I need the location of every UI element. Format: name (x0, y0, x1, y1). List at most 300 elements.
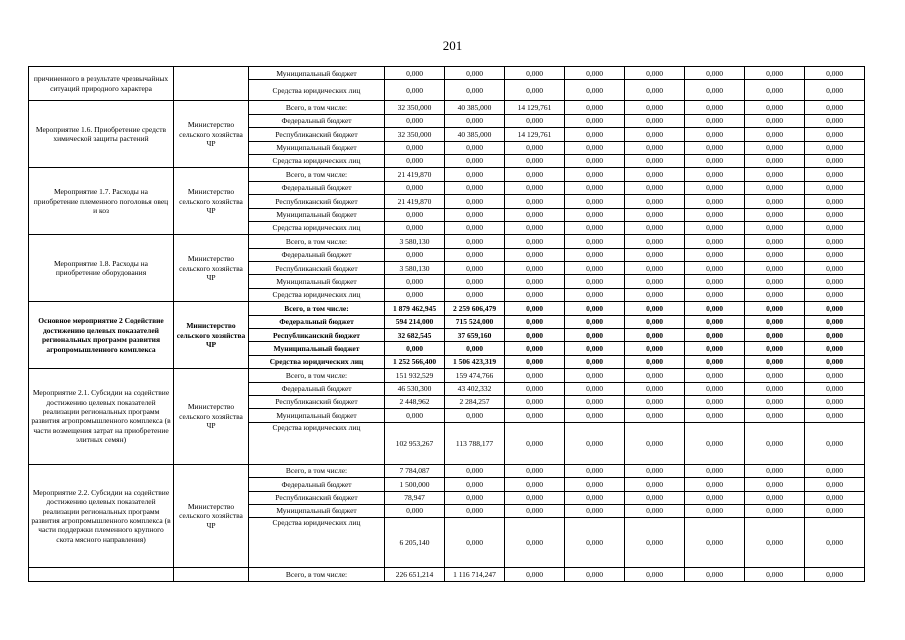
funding-source-cell: Муниципальный бюджет (249, 342, 385, 355)
amount-cell: 0,000 (805, 382, 865, 395)
amount-cell: 0,000 (505, 478, 565, 491)
amount-cell: 0,000 (625, 67, 685, 80)
amount-cell: 46 530,300 (385, 382, 445, 395)
amount-cell: 0,000 (565, 355, 625, 368)
funding-source-cell: Всего, в том числе: (249, 302, 385, 315)
amount-cell: 0,000 (445, 504, 505, 517)
funding-source-cell: Республиканский бюджет (249, 491, 385, 504)
amount-cell: 0,000 (385, 248, 445, 261)
amount-cell: 0,000 (745, 518, 805, 568)
amount-cell: 0,000 (805, 235, 865, 248)
amount-cell: 0,000 (565, 288, 625, 301)
amount-cell: 32 682,545 (385, 329, 445, 342)
amount-cell: 0,000 (505, 382, 565, 395)
amount-cell: 0,000 (385, 275, 445, 288)
amount-cell: 2 448,962 (385, 395, 445, 408)
amount-cell: 3 580,130 (385, 235, 445, 248)
amount-cell: 0,000 (745, 491, 805, 504)
funding-source-cell: Средства юридических лиц (249, 288, 385, 301)
amount-cell: 0,000 (745, 275, 805, 288)
amount-cell: 0,000 (805, 355, 865, 368)
amount-cell: 0,000 (505, 80, 565, 101)
amount-cell: 0,000 (625, 382, 685, 395)
amount-cell: 14 129,761 (505, 101, 565, 114)
responsible-dept-cell (174, 67, 249, 101)
amount-cell: 151 932,529 (385, 369, 445, 382)
amount-cell: 40 385,000 (445, 128, 505, 141)
amount-cell: 0,000 (685, 248, 745, 261)
amount-cell: 0,000 (565, 101, 625, 114)
amount-cell: 0,000 (685, 302, 745, 315)
amount-cell: 0,000 (625, 235, 685, 248)
funding-source-cell: Всего, в том числе: (249, 464, 385, 477)
amount-cell: 0,000 (685, 101, 745, 114)
amount-cell: 0,000 (565, 422, 625, 464)
measure-name-cell: Мероприятие 1.7. Расходы на приобретение племенного поголовья овец и коз (29, 168, 174, 235)
amount-cell: 0,000 (505, 275, 565, 288)
amount-cell: 0,000 (625, 568, 685, 581)
amount-cell: 0,000 (685, 568, 745, 581)
amount-cell: 0,000 (685, 235, 745, 248)
measure-name-cell: Мероприятие 1.8. Расходы на приобретение оборудования (29, 235, 174, 302)
amount-cell: 0,000 (805, 221, 865, 234)
responsible-dept-cell: Министерство сельского хозяйства ЧР (174, 369, 249, 465)
amount-cell: 0,000 (625, 302, 685, 315)
amount-cell: 0,000 (745, 262, 805, 275)
amount-cell: 0,000 (445, 195, 505, 208)
amount-cell: 0,000 (685, 382, 745, 395)
amount-cell: 0,000 (685, 208, 745, 221)
amount-cell: 1 879 462,945 (385, 302, 445, 315)
table-row (29, 568, 865, 581)
amount-cell: 0,000 (745, 67, 805, 80)
amount-cell: 0,000 (625, 80, 685, 101)
amount-cell: 0,000 (565, 329, 625, 342)
amount-cell: 0,000 (745, 288, 805, 301)
amount-cell: 0,000 (625, 248, 685, 261)
amount-cell: 0,000 (805, 114, 865, 127)
amount-cell: 0,000 (505, 329, 565, 342)
amount-cell: 0,000 (505, 181, 565, 194)
table-row (29, 464, 865, 477)
amount-cell: 0,000 (625, 518, 685, 568)
amount-cell: 0,000 (805, 288, 865, 301)
amount-cell: 14 129,761 (505, 128, 565, 141)
amount-cell: 0,000 (745, 168, 805, 181)
amount-cell: 0,000 (805, 154, 865, 167)
amount-cell: 2 284,257 (445, 395, 505, 408)
amount-cell: 0,000 (505, 248, 565, 261)
responsible-dept-cell: Министерство сельского хозяйства ЧР (174, 235, 249, 302)
amount-cell: 0,000 (625, 422, 685, 464)
amount-cell: 0,000 (625, 355, 685, 368)
amount-cell: 0,000 (385, 342, 445, 355)
amount-cell: 0,000 (505, 208, 565, 221)
table-row (29, 369, 865, 382)
amount-cell: 0,000 (445, 478, 505, 491)
amount-cell: 43 402,332 (445, 382, 505, 395)
amount-cell: 0,000 (805, 369, 865, 382)
amount-cell: 32 350,000 (385, 128, 445, 141)
amount-cell: 0,000 (565, 369, 625, 382)
amount-cell: 0,000 (805, 422, 865, 464)
amount-cell: 0,000 (445, 409, 505, 422)
amount-cell: 0,000 (445, 491, 505, 504)
responsible-dept-cell (174, 568, 249, 581)
amount-cell: 0,000 (565, 491, 625, 504)
amount-cell: 0,000 (805, 141, 865, 154)
funding-source-cell: Федеральный бюджет (249, 315, 385, 328)
amount-cell: 0,000 (745, 208, 805, 221)
amount-cell: 0,000 (745, 568, 805, 581)
amount-cell: 0,000 (625, 208, 685, 221)
amount-cell: 0,000 (625, 221, 685, 234)
amount-cell: 0,000 (685, 154, 745, 167)
amount-cell: 0,000 (565, 382, 625, 395)
amount-cell: 0,000 (445, 208, 505, 221)
funding-source-cell: Муниципальный бюджет (249, 409, 385, 422)
amount-cell: 0,000 (505, 221, 565, 234)
amount-cell: 0,000 (805, 409, 865, 422)
funding-source-cell: Всего, в том числе: (249, 235, 385, 248)
amount-cell: 0,000 (445, 518, 505, 568)
amount-cell: 0,000 (505, 235, 565, 248)
amount-cell: 0,000 (505, 67, 565, 80)
amount-cell: 715 524,000 (445, 315, 505, 328)
amount-cell: 0,000 (505, 568, 565, 581)
amount-cell: 0,000 (565, 141, 625, 154)
funding-source-cell: Республиканский бюджет (249, 128, 385, 141)
amount-cell: 0,000 (745, 195, 805, 208)
amount-cell: 0,000 (505, 168, 565, 181)
amount-cell: 0,000 (445, 235, 505, 248)
amount-cell: 0,000 (565, 518, 625, 568)
page-number: 201 (442, 38, 463, 53)
funding-source-cell: Средства юридических лиц (249, 154, 385, 167)
amount-cell: 0,000 (445, 248, 505, 261)
amount-cell: 0,000 (745, 504, 805, 517)
funding-source-cell: Средства юридических лиц (249, 355, 385, 368)
amount-cell: 0,000 (685, 288, 745, 301)
amount-cell: 0,000 (805, 128, 865, 141)
amount-cell: 0,000 (745, 128, 805, 141)
amount-cell: 0,000 (565, 154, 625, 167)
amount-cell: 0,000 (625, 101, 685, 114)
amount-cell: 0,000 (685, 422, 745, 464)
amount-cell: 0,000 (685, 315, 745, 328)
amount-cell: 0,000 (445, 262, 505, 275)
amount-cell: 6 205,140 (385, 518, 445, 568)
amount-cell: 0,000 (805, 208, 865, 221)
funding-source-cell: Всего, в том числе: (249, 101, 385, 114)
measure-name-cell: Основное мероприятие 2 Содействие достижению целевых показателей региональных программ развития агропромышленного комплекса (29, 302, 174, 369)
amount-cell: 0,000 (565, 302, 625, 315)
amount-cell: 0,000 (625, 491, 685, 504)
amount-cell: 0,000 (625, 154, 685, 167)
amount-cell: 0,000 (385, 208, 445, 221)
responsible-dept-cell: Министерство сельского хозяйства ЧР (174, 464, 249, 568)
amount-cell: 0,000 (625, 288, 685, 301)
amount-cell: 0,000 (625, 114, 685, 127)
amount-cell: 0,000 (805, 168, 865, 181)
amount-cell: 0,000 (565, 128, 625, 141)
amount-cell: 7 784,087 (385, 464, 445, 477)
table-row (29, 168, 865, 181)
funding-source-cell: Средства юридических лиц (249, 422, 385, 464)
amount-cell: 0,000 (625, 128, 685, 141)
funding-source-cell: Федеральный бюджет (249, 181, 385, 194)
amount-cell: 0,000 (565, 342, 625, 355)
amount-cell: 0,000 (385, 141, 445, 154)
amount-cell: 0,000 (625, 329, 685, 342)
funding-source-cell: Республиканский бюджет (249, 329, 385, 342)
amount-cell: 0,000 (505, 342, 565, 355)
amount-cell: 0,000 (625, 409, 685, 422)
amount-cell: 0,000 (685, 329, 745, 342)
amount-cell: 0,000 (445, 80, 505, 101)
amount-cell: 0,000 (445, 154, 505, 167)
amount-cell: 0,000 (745, 464, 805, 477)
measure-name-cell: Мероприятие 1.6. Приобретение средств химической защиты растений (29, 101, 174, 168)
amount-cell: 0,000 (445, 114, 505, 127)
amount-cell: 0,000 (745, 80, 805, 101)
amount-cell: 0,000 (805, 504, 865, 517)
amount-cell: 0,000 (565, 248, 625, 261)
amount-cell: 0,000 (745, 355, 805, 368)
amount-cell: 0,000 (445, 275, 505, 288)
table-row (29, 302, 865, 315)
amount-cell: 0,000 (505, 262, 565, 275)
amount-cell: 0,000 (805, 195, 865, 208)
amount-cell: 0,000 (565, 221, 625, 234)
amount-cell: 0,000 (625, 262, 685, 275)
amount-cell: 0,000 (745, 302, 805, 315)
amount-cell: 0,000 (685, 195, 745, 208)
amount-cell: 0,000 (745, 181, 805, 194)
funding-source-cell: Республиканский бюджет (249, 262, 385, 275)
amount-cell: 0,000 (625, 168, 685, 181)
amount-cell: 0,000 (385, 504, 445, 517)
measure-name-cell: причиненного в результате чрезвычайных ситуаций природного характера (29, 67, 174, 101)
amount-cell: 0,000 (685, 275, 745, 288)
funding-source-cell: Федеральный бюджет (249, 248, 385, 261)
amount-cell: 0,000 (505, 154, 565, 167)
table-row (29, 101, 865, 114)
amount-cell: 0,000 (625, 315, 685, 328)
amount-cell: 0,000 (505, 518, 565, 568)
amount-cell: 0,000 (685, 114, 745, 127)
amount-cell: 0,000 (445, 181, 505, 194)
amount-cell: 0,000 (745, 154, 805, 167)
responsible-dept-cell: Министерство сельского хозяйства ЧР (174, 302, 249, 369)
funding-source-cell: Средства юридических лиц (249, 518, 385, 568)
measure-name-cell: Мероприятие 2.2. Субсидии на содействие достижению целевых показателей реализации региональных программ развития агропромышленного комплекса (в части поддержки племенного крупного скота мясного направления) (29, 464, 174, 568)
amount-cell: 0,000 (625, 181, 685, 194)
amount-cell: 594 214,000 (385, 315, 445, 328)
amount-cell: 0,000 (805, 101, 865, 114)
amount-cell: 0,000 (565, 195, 625, 208)
amount-cell: 0,000 (805, 568, 865, 581)
amount-cell: 0,000 (685, 141, 745, 154)
amount-cell: 0,000 (805, 262, 865, 275)
amount-cell: 102 953,267 (385, 422, 445, 464)
amount-cell: 0,000 (505, 422, 565, 464)
amount-cell: 0,000 (505, 491, 565, 504)
amount-cell: 0,000 (805, 329, 865, 342)
amount-cell: 0,000 (505, 395, 565, 408)
amount-cell: 0,000 (685, 409, 745, 422)
amount-cell: 0,000 (805, 491, 865, 504)
amount-cell: 0,000 (805, 518, 865, 568)
amount-cell: 0,000 (625, 195, 685, 208)
amount-cell: 0,000 (565, 208, 625, 221)
amount-cell: 21 419,870 (385, 195, 445, 208)
amount-cell: 0,000 (565, 275, 625, 288)
amount-cell: 0,000 (385, 221, 445, 234)
amount-cell: 32 350,000 (385, 101, 445, 114)
amount-cell: 0,000 (745, 315, 805, 328)
amount-cell: 0,000 (745, 478, 805, 491)
funding-source-cell: Средства юридических лиц (249, 221, 385, 234)
amount-cell: 0,000 (805, 302, 865, 315)
amount-cell: 0,000 (385, 154, 445, 167)
amount-cell: 21 419,870 (385, 168, 445, 181)
amount-cell: 0,000 (385, 80, 445, 101)
amount-cell: 37 659,160 (445, 329, 505, 342)
amount-cell: 0,000 (505, 504, 565, 517)
amount-cell: 0,000 (565, 568, 625, 581)
amount-cell: 0,000 (505, 302, 565, 315)
amount-cell: 0,000 (565, 67, 625, 80)
amount-cell: 0,000 (685, 369, 745, 382)
amount-cell: 159 474,766 (445, 369, 505, 382)
amount-cell: 0,000 (745, 369, 805, 382)
amount-cell: 0,000 (685, 181, 745, 194)
amount-cell: 0,000 (385, 409, 445, 422)
amount-cell: 0,000 (685, 80, 745, 101)
funding-source-cell: Республиканский бюджет (249, 395, 385, 408)
amount-cell: 0,000 (805, 67, 865, 80)
amount-cell: 0,000 (685, 342, 745, 355)
amount-cell: 0,000 (745, 235, 805, 248)
amount-cell: 0,000 (685, 504, 745, 517)
amount-cell: 1 252 566,400 (385, 355, 445, 368)
amount-cell: 1 116 714,247 (445, 568, 505, 581)
amount-cell: 0,000 (745, 248, 805, 261)
amount-cell: 0,000 (805, 464, 865, 477)
amount-cell: 0,000 (745, 395, 805, 408)
amount-cell: 0,000 (805, 478, 865, 491)
amount-cell: 0,000 (445, 141, 505, 154)
amount-cell: 0,000 (565, 235, 625, 248)
amount-cell: 0,000 (565, 315, 625, 328)
amount-cell: 0,000 (505, 315, 565, 328)
table-row (29, 67, 865, 80)
amount-cell: 0,000 (505, 141, 565, 154)
amount-cell: 0,000 (805, 275, 865, 288)
amount-cell: 0,000 (565, 181, 625, 194)
amount-cell: 0,000 (745, 221, 805, 234)
amount-cell: 0,000 (445, 221, 505, 234)
amount-cell: 0,000 (805, 181, 865, 194)
amount-cell: 0,000 (565, 504, 625, 517)
funding-source-cell: Муниципальный бюджет (249, 208, 385, 221)
amount-cell: 0,000 (505, 288, 565, 301)
amount-cell: 0,000 (565, 395, 625, 408)
amount-cell: 0,000 (445, 464, 505, 477)
amount-cell: 0,000 (745, 329, 805, 342)
amount-cell: 0,000 (685, 128, 745, 141)
amount-cell: 3 580,130 (385, 262, 445, 275)
funding-source-cell: Федеральный бюджет (249, 478, 385, 491)
funding-source-cell: Средства юридических лиц (249, 80, 385, 101)
measure-name-cell: Мероприятие 2.1. Субсидии на содействие достижению целевых показателей реализации региональных программ развития агропромышленного комплекса (в части возмещения затрат на приобретение элитных семян) (29, 369, 174, 465)
funding-source-cell: Муниципальный бюджет (249, 275, 385, 288)
amount-cell: 0,000 (685, 67, 745, 80)
amount-cell: 0,000 (745, 141, 805, 154)
amount-cell: 0,000 (625, 478, 685, 491)
amount-cell: 0,000 (685, 518, 745, 568)
amount-cell: 0,000 (625, 395, 685, 408)
measure-name-cell (29, 568, 174, 581)
amount-cell: 0,000 (445, 342, 505, 355)
amount-cell: 0,000 (685, 168, 745, 181)
amount-cell: 0,000 (685, 221, 745, 234)
amount-cell: 0,000 (625, 342, 685, 355)
amount-cell: 0,000 (805, 315, 865, 328)
amount-cell: 78,947 (385, 491, 445, 504)
amount-cell: 0,000 (445, 288, 505, 301)
funding-source-cell: Всего, в том числе: (249, 369, 385, 382)
amount-cell: 0,000 (685, 395, 745, 408)
amount-cell: 0,000 (565, 464, 625, 477)
amount-cell: 0,000 (805, 395, 865, 408)
amount-cell: 0,000 (685, 491, 745, 504)
funding-source-cell: Муниципальный бюджет (249, 67, 385, 80)
amount-cell: 0,000 (685, 262, 745, 275)
funding-source-cell: Всего, в том числе: (249, 568, 385, 581)
amount-cell: 0,000 (805, 248, 865, 261)
amount-cell: 2 259 606,479 (445, 302, 505, 315)
amount-cell: 0,000 (565, 80, 625, 101)
funding-source-cell: Федеральный бюджет (249, 114, 385, 127)
amount-cell: 40 385,000 (445, 101, 505, 114)
amount-cell: 0,000 (565, 114, 625, 127)
amount-cell: 0,000 (385, 67, 445, 80)
amount-cell: 0,000 (445, 168, 505, 181)
amount-cell: 0,000 (805, 80, 865, 101)
amount-cell: 0,000 (625, 504, 685, 517)
amount-cell: 0,000 (745, 342, 805, 355)
amount-cell: 113 788,177 (445, 422, 505, 464)
amount-cell: 0,000 (625, 275, 685, 288)
amount-cell: 0,000 (505, 114, 565, 127)
amount-cell: 0,000 (805, 342, 865, 355)
funding-source-cell: Всего, в том числе: (249, 168, 385, 181)
amount-cell: 0,000 (505, 355, 565, 368)
amount-cell: 0,000 (385, 288, 445, 301)
funding-source-cell: Республиканский бюджет (249, 195, 385, 208)
responsible-dept-cell: Министерство сельского хозяйства ЧР (174, 168, 249, 235)
amount-cell: 0,000 (625, 369, 685, 382)
amount-cell: 0,000 (685, 478, 745, 491)
amount-cell: 0,000 (505, 464, 565, 477)
amount-cell: 0,000 (565, 168, 625, 181)
amount-cell: 0,000 (745, 382, 805, 395)
amount-cell: 0,000 (565, 262, 625, 275)
amount-cell: 0,000 (685, 355, 745, 368)
amount-cell: 0,000 (505, 369, 565, 382)
